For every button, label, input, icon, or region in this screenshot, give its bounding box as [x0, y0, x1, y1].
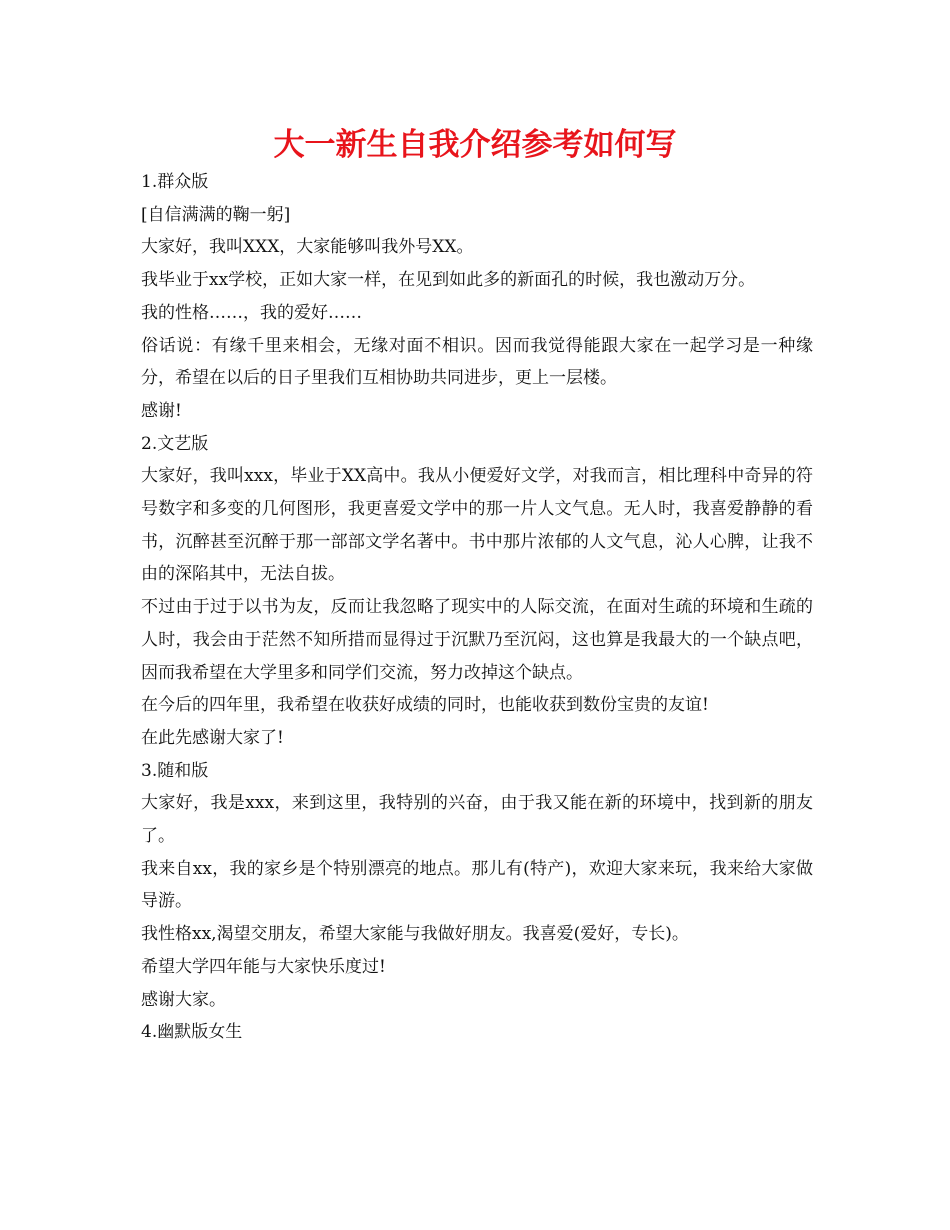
section-heading-2: 2.文艺版 — [141, 433, 209, 454]
section-heading-3: 3.随和版 — [141, 760, 209, 781]
document-body — [141, 166, 813, 1049]
section-heading-1: 1.群众版 — [141, 172, 209, 192]
document-title: 大一新生自我介绍参考如何写 — [273, 127, 677, 163]
paragraph: 大家好，我叫xxx，毕业于XX高中。我从小便爱好文学，对我而言，相比理科中奇异的符号数字和多变的几何图形，我更喜爱文学中的那一片人文气息。无人时，我喜爱静静的看书，沉醉甚至沉醉于那一部部文学名著中。书中那片浓郁的人文气息，沁人心脾，让我不由的深陷其中，无法自拔。 — [141, 466, 813, 585]
paragraph: 俗话说：有缘千里来相会，无缘对面不相识。因而我觉得能跟大家在一起学习是一种缘分，希望在以后的日子里我们互相协助共同进步，更上一层楼。 — [141, 335, 813, 389]
paragraph: 不过由于过于以书为友，反而让我忽略了现实中的人际交流，在面对生疏的环境和生疏的人时，我会由于茫然不知所措而显得过于沉默乃至沉闷，这也算是我最大的一个缺点吧，因而我希望在大学里多和同学们交流，努力改掉这个缺点。 — [141, 597, 813, 683]
paragraph: [自信满满的鞠一躬] — [141, 204, 291, 225]
section-heading-4: 4.幽默版女生 — [141, 1022, 243, 1043]
paragraph: 希望大学四年能与大家快乐度过! — [141, 956, 386, 977]
paragraph: 感谢大家。 — [141, 989, 226, 1010]
paragraph: 大家好，我是xxx，来到这里，我特别的兴奋，由于我又能在新的环境中，找到新的朋友了。 — [141, 793, 813, 847]
paragraph: 我的性格……，我的爱好…… — [141, 302, 362, 323]
paragraph: 我来自xx，我的家乡是个特别漂亮的地点。那儿有(特产)，欢迎大家来玩，我来给大家做导游。 — [141, 858, 813, 912]
paragraph: 我性格xx,渴望交朋友，希望大家能与我做好朋友。我喜爱(爱好，专长)。 — [141, 924, 689, 945]
paragraph: 在今后的四年里，我希望在收获好成绩的同时，也能收获到数份宝贵的友谊! — [141, 695, 709, 716]
paragraph: 感谢! — [141, 400, 182, 421]
paragraph: 我毕业于xx学校，正如大家一样，在见到如此多的新面孔的时候，我也激动万分。 — [141, 270, 756, 291]
paragraph: 大家好，我叫XXX，大家能够叫我外号XX。 — [141, 237, 474, 258]
paragraph: 在此先感谢大家了! — [141, 727, 284, 748]
